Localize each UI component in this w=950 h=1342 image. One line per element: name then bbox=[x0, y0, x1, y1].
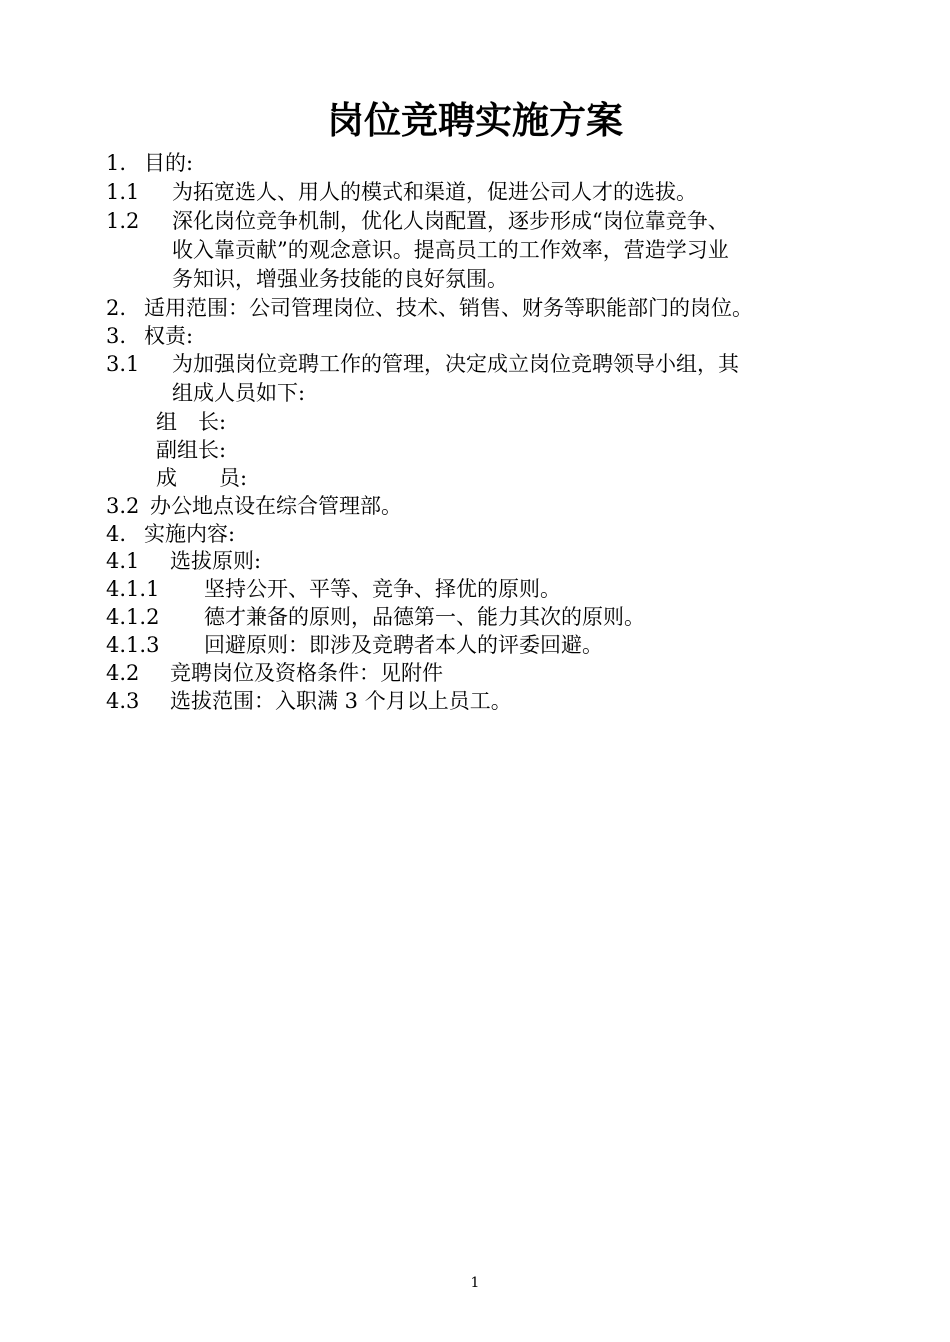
section-text: 办公地点设在综合管理部。 bbox=[150, 494, 402, 518]
section-text: 德才兼备的原则，品德第一、能力其次的原则。 bbox=[204, 605, 645, 629]
section-number: 1.1 bbox=[106, 180, 140, 204]
document-title: 岗位竞聘实施方案 bbox=[327, 99, 623, 142]
section-number: 4.1.2 bbox=[106, 605, 160, 629]
member-label: 副组长: bbox=[156, 438, 227, 462]
section-text: 选拔原则: bbox=[170, 549, 262, 573]
section-number: 2. bbox=[106, 296, 127, 320]
section-text: 务知识，增强业务技能的良好氛围。 bbox=[172, 267, 508, 291]
section-number: 4.3 bbox=[106, 689, 140, 713]
section-text: 权责: bbox=[144, 324, 194, 348]
section-number: 3.2 bbox=[106, 494, 140, 518]
section-number: 4. bbox=[106, 522, 127, 546]
section-number: 3. bbox=[106, 324, 127, 348]
member-label: 成 员: bbox=[156, 466, 248, 490]
section-number: 4.1 bbox=[106, 549, 140, 573]
section-number: 1. bbox=[106, 151, 127, 175]
member-label: 组 长: bbox=[156, 410, 227, 434]
page-number: 1 bbox=[470, 1275, 480, 1291]
section-number: 1.2 bbox=[106, 209, 140, 233]
section-text: 回避原则：即涉及竞聘者本人的评委回避。 bbox=[204, 633, 603, 657]
section-number: 3.1 bbox=[106, 352, 140, 376]
section-text: 实施内容: bbox=[144, 522, 236, 546]
section-text: 组成人员如下: bbox=[172, 381, 306, 405]
section-text: 为拓宽选人、用人的模式和渠道，促进公司人才的选拔。 bbox=[172, 180, 697, 204]
section-text: 选拔范围：入职满 3 个月以上员工。 bbox=[170, 689, 512, 713]
section-text: 适用范围：公司管理岗位、技术、销售、财务等职能部门的岗位。 bbox=[144, 296, 753, 320]
section-text: 深化岗位竞争机制，优化人岗配置，逐步形成“岗位靠竞争、 bbox=[172, 209, 729, 233]
section-text: 收入靠贡献”的观念意识。提高员工的工作效率，营造学习业 bbox=[172, 238, 729, 262]
section-text: 竞聘岗位及资格条件：见附件 bbox=[170, 661, 443, 685]
section-text: 目的: bbox=[144, 151, 194, 175]
section-text: 坚持公开、平等、竞争、择优的原则。 bbox=[204, 577, 561, 601]
section-number: 4.1.3 bbox=[106, 633, 160, 657]
section-text: 为加强岗位竞聘工作的管理，决定成立岗位竞聘领导小组，其 bbox=[172, 352, 739, 376]
section-number: 4.1.1 bbox=[106, 577, 160, 601]
section-number: 4.2 bbox=[106, 661, 140, 685]
